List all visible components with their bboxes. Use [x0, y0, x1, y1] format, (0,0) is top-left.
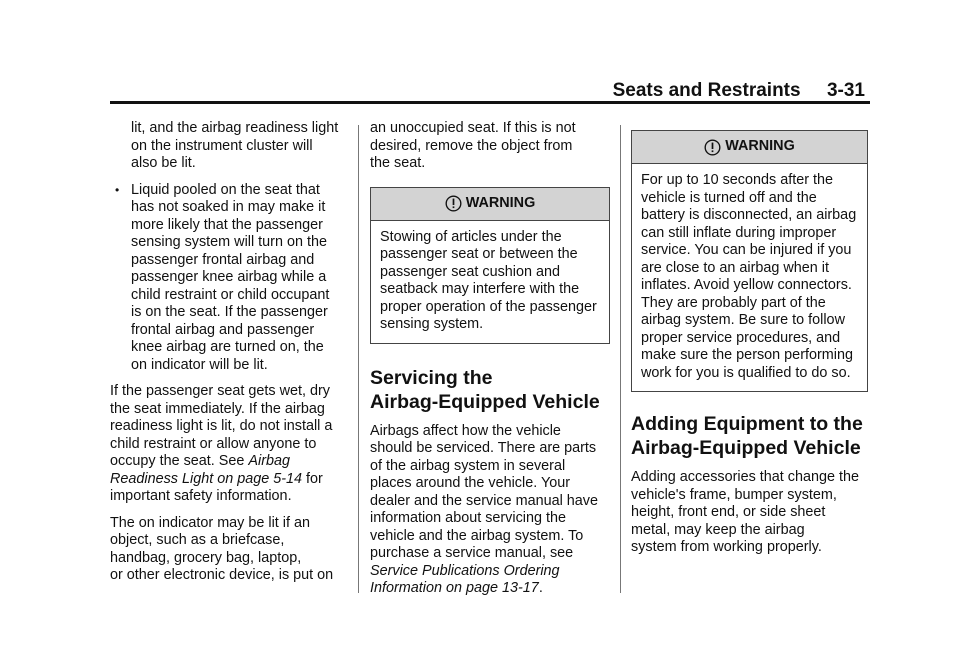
text-line: important safety information. — [110, 488, 292, 504]
text-line: the seat. — [370, 155, 426, 171]
text-line: They are probably part of the — [641, 294, 826, 311]
text-line: dealer and the service manual have — [370, 492, 598, 509]
warning-label: WARNING — [465, 194, 536, 211]
text-line: Liquid pooled on the seat that — [131, 181, 320, 198]
text-line: airbag system. Be sure to follow — [641, 312, 845, 328]
warning-header — [632, 131, 867, 164]
text-line: frontal airbag and passenger — [131, 321, 315, 338]
heading-line: Adding Equipment to the — [631, 413, 863, 435]
text-line: passenger seat cushion and — [380, 263, 561, 280]
text-line: information about servicing the — [370, 510, 566, 526]
text-line: inflates. Avoid yellow connectors. — [641, 277, 852, 293]
text-line: passenger frontal airbag and — [131, 251, 315, 268]
bullet-item — [110, 182, 348, 375]
text-line: on indicator will be lit. — [131, 356, 268, 373]
text-line: Adding accessories that change the — [631, 469, 860, 485]
column-3 — [631, 130, 868, 566]
warning-box — [370, 187, 610, 344]
text-line: occupy the seat. See — [110, 453, 249, 469]
text-line: seatback may interfere with the — [380, 281, 580, 297]
text-line: system from working properly. — [631, 539, 822, 555]
heading-line: Airbag-Equipped Vehicle — [631, 437, 861, 459]
text-line: vehicle is turned off and the — [641, 189, 817, 206]
text-line: on the instrument cluster will — [131, 137, 313, 154]
warning-text — [632, 164, 867, 391]
text-line: for — [302, 470, 323, 487]
text-line: should be serviced. There are parts — [370, 440, 597, 456]
section-heading-servicing — [370, 366, 610, 414]
text-line: height, front end, or side sheet — [631, 504, 826, 520]
paragraph-on-indicator — [110, 515, 348, 585]
header-rule — [110, 101, 870, 104]
text-line: can still inflate during improper — [641, 224, 837, 241]
section-heading-adding-equipment — [631, 412, 868, 460]
text-line: For up to 10 seconds after the — [641, 172, 833, 188]
text-line: object, such as a briefcase, — [110, 532, 285, 548]
text-line: lit, and the airbag readiness light — [131, 120, 339, 136]
text-line: child restraint or allow anyone to — [110, 435, 317, 452]
text-line: work for you is qualified to do so. — [641, 364, 851, 381]
text-line: are close to an airbag when it — [641, 259, 829, 276]
text-line: of the airbag system in several — [370, 457, 566, 474]
paragraph-wet-seat — [110, 383, 348, 506]
column-1 — [110, 120, 348, 594]
cross-reference-link[interactable]: Service Publications Ordering — [370, 562, 560, 579]
text-line: has not soaked in may make it — [131, 199, 326, 215]
bullet-icon: • — [115, 182, 120, 197]
warning-icon — [704, 139, 721, 156]
page-header-title: Seats and Restraints 3-31 — [612, 80, 865, 101]
text-line: more likely that the passenger — [131, 216, 323, 233]
text-line: If the passenger seat gets wet, dry — [110, 383, 330, 399]
text-line: battery is disconnected, an airbag — [641, 207, 857, 223]
text-line: vehicle and the airbag system. To — [370, 527, 584, 544]
text-line: handbag, grocery bag, laptop, — [110, 549, 302, 566]
cross-reference-link[interactable]: Readiness Light on page 5-14 — [110, 470, 303, 487]
text-line: desired, remove the object from — [370, 137, 573, 154]
cross-reference-link[interactable]: Information on page 13-17 — [370, 580, 539, 596]
warning-label: WARNING — [725, 138, 795, 155]
text-line: the seat immediately. If the airbag — [110, 400, 325, 417]
text-line: proper service procedures, and — [641, 329, 841, 346]
text-line: is on the seat. If the passenger — [131, 304, 328, 320]
text-line: or other electronic device, is put on — [110, 567, 334, 583]
text-line: passenger knee airbag while a — [131, 269, 327, 285]
text-line: purchase a service manual, see — [370, 545, 574, 561]
text-line: also be lit. — [131, 155, 196, 171]
text-line: vehicle's frame, bumper system, — [631, 486, 837, 503]
text-line: sensing system will turn on the — [131, 234, 327, 250]
text-line: metal, may keep the airbag — [631, 521, 805, 538]
text-line: Airbags affect how the vehicle — [370, 422, 561, 439]
text-line: an unoccupied seat. If this is not — [370, 120, 576, 136]
column-divider-2 — [620, 125, 621, 593]
cross-reference-link[interactable]: Airbag — [248, 453, 291, 469]
text-line: child restraint or child occupant — [131, 286, 330, 303]
warning-header — [371, 188, 609, 221]
paragraph-adding-equipment — [631, 469, 868, 557]
text-line: sensing system. — [380, 316, 484, 332]
text-line: . — [538, 580, 543, 596]
text-line: Stowing of articles under the — [380, 228, 562, 245]
continued-text — [110, 120, 348, 173]
text-line: The on indicator may be lit if an — [110, 514, 310, 531]
warning-icon — [445, 195, 462, 212]
text-line: readiness light is lit, do not install a — [110, 418, 333, 434]
paragraph-servicing — [370, 423, 610, 598]
text-line: service. You can be injured if you — [641, 242, 852, 258]
paragraph-continued — [370, 120, 610, 173]
text-line: proper operation of the passenger — [380, 298, 597, 315]
text-line: passenger seat or between the — [380, 246, 578, 262]
heading-line: Servicing the — [370, 366, 493, 389]
text-line: make sure the person performing — [641, 347, 853, 363]
column-divider-1 — [358, 125, 359, 593]
warning-box — [631, 130, 868, 392]
warning-text — [371, 221, 609, 343]
text-line: places around the vehicle. Your — [370, 475, 571, 491]
text-line: knee airbag are turned on, the — [131, 339, 324, 355]
heading-line: Airbag-Equipped Vehicle — [370, 390, 600, 413]
column-2 — [370, 120, 610, 607]
